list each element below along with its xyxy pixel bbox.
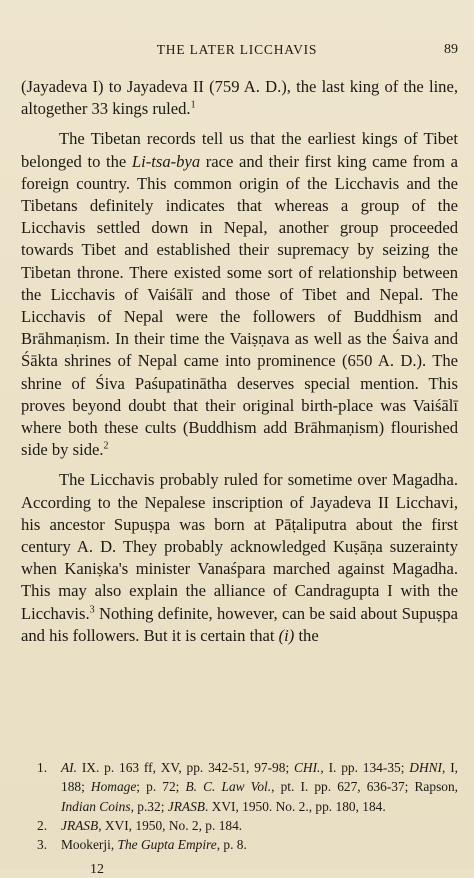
paragraph — [21, 76, 458, 120]
paragraph — [21, 469, 458, 647]
paragraph — [21, 128, 458, 461]
footnote-reference: 3 — [89, 604, 95, 616]
text-run: , XVI, 1950, No. 2, p. 184. — [98, 817, 243, 833]
italic-text: The Gupta Empire — [117, 837, 217, 853]
text-run: , I. pp. 134-35; — [320, 760, 410, 775]
italic-text: Li-tsa-bya — [131, 151, 201, 171]
page-header — [0, 42, 474, 62]
italic-text: (i) — [278, 625, 295, 645]
text-run: , pt. I. pp. 627, 636-37; Rapson, — [271, 779, 459, 795]
body-text — [21, 76, 458, 647]
footnote — [21, 758, 458, 816]
italic-text: AI. — [61, 760, 77, 775]
running-head: THE LATER LICCHAVIS — [156, 42, 318, 57]
footnote-reference: 1 — [190, 99, 196, 111]
text-run: . XVI, 1950. No. 2., pp. 180, 184. — [204, 798, 386, 814]
footnote-number: 1. — [37, 760, 48, 775]
text-run: Nothing definite, however, can be said about Supuṣpa and his followers. But it is certain that — [21, 603, 458, 645]
footnote-number: 3. — [37, 837, 48, 853]
italic-text: JRASB — [167, 798, 205, 814]
text-run: The Licchavis probably ruled for sometime over Magadha. According to the Nepalese inscription of Jayadeva II Licchavi, his ancestor Supuṣpa was born at Pāṭaliputra about the first century A. D. They probably acknowledged Kuṣāṇa suzerainty when Kaniṣka's minister Vanaśpara marched against Magadha. This may also explain the alliance of Candragupta I with the Licchavis. — [21, 470, 458, 623]
footnote-number: 2. — [37, 817, 48, 833]
italic-text: Homage — [90, 779, 137, 795]
text-run: race and their first king came from a foreign country. This common origin of the Licchavis and the Tibetans definitely indicates that whereas a group of the Licchavis settled down in Nepal, another group proceeded towards Tibet and established their supremacy by seizing the Tibetan throne. There existed some sort of relationship between the Licchavis of Vaiśālī and those of Tibet and Nepal. The Licchavis of Nepal were the followers of Buddhism and Brāhmaṇism. In their time the Vaiṣṇava as well as the Śaiva and Śākta shrines of Nepal came into prominence (650 A. D.). The shrine of Śiva Paśupatinātha deserves special mention. This proves beyond doubt that their original birth-place was Vaiśālī where both these cults (Buddhism add Brāhmaṇism) flourished side by side. — [21, 151, 459, 460]
text-run: The Tibetan records tell us that the earliest kings of Tibet belonged to the — [21, 129, 458, 171]
footnote — [21, 816, 458, 835]
italic-text: CHI. — [294, 760, 321, 775]
signature-mark: 12 — [90, 862, 104, 877]
italic-text: JRASB — [61, 817, 99, 833]
italic-text: Indian Coins — [61, 798, 131, 814]
text-run: , I, 188; — [61, 760, 458, 795]
page-number: 89 — [444, 42, 458, 57]
text-run: , p.32; — [130, 798, 168, 814]
text-run: the — [294, 625, 319, 645]
text-run: Mookerji, — [61, 837, 118, 853]
italic-text: DHNI — [409, 760, 443, 775]
text-run: ; p. 72; — [136, 779, 186, 795]
italic-text: B. C. Law Vol. — [185, 779, 272, 795]
text-run: IX. p. 163 ff, XV, pp. 342-51, 97-98; — [77, 760, 294, 775]
text-run: , p. 8. — [216, 837, 247, 853]
footnotes — [21, 758, 458, 854]
footnote — [21, 835, 458, 854]
footnote-reference: 2 — [103, 440, 109, 452]
text-run: (Jayadeva I) to Jayadeva II (759 A. D.), the last king of the line, altogether 33 kings ruled. — [21, 77, 458, 119]
